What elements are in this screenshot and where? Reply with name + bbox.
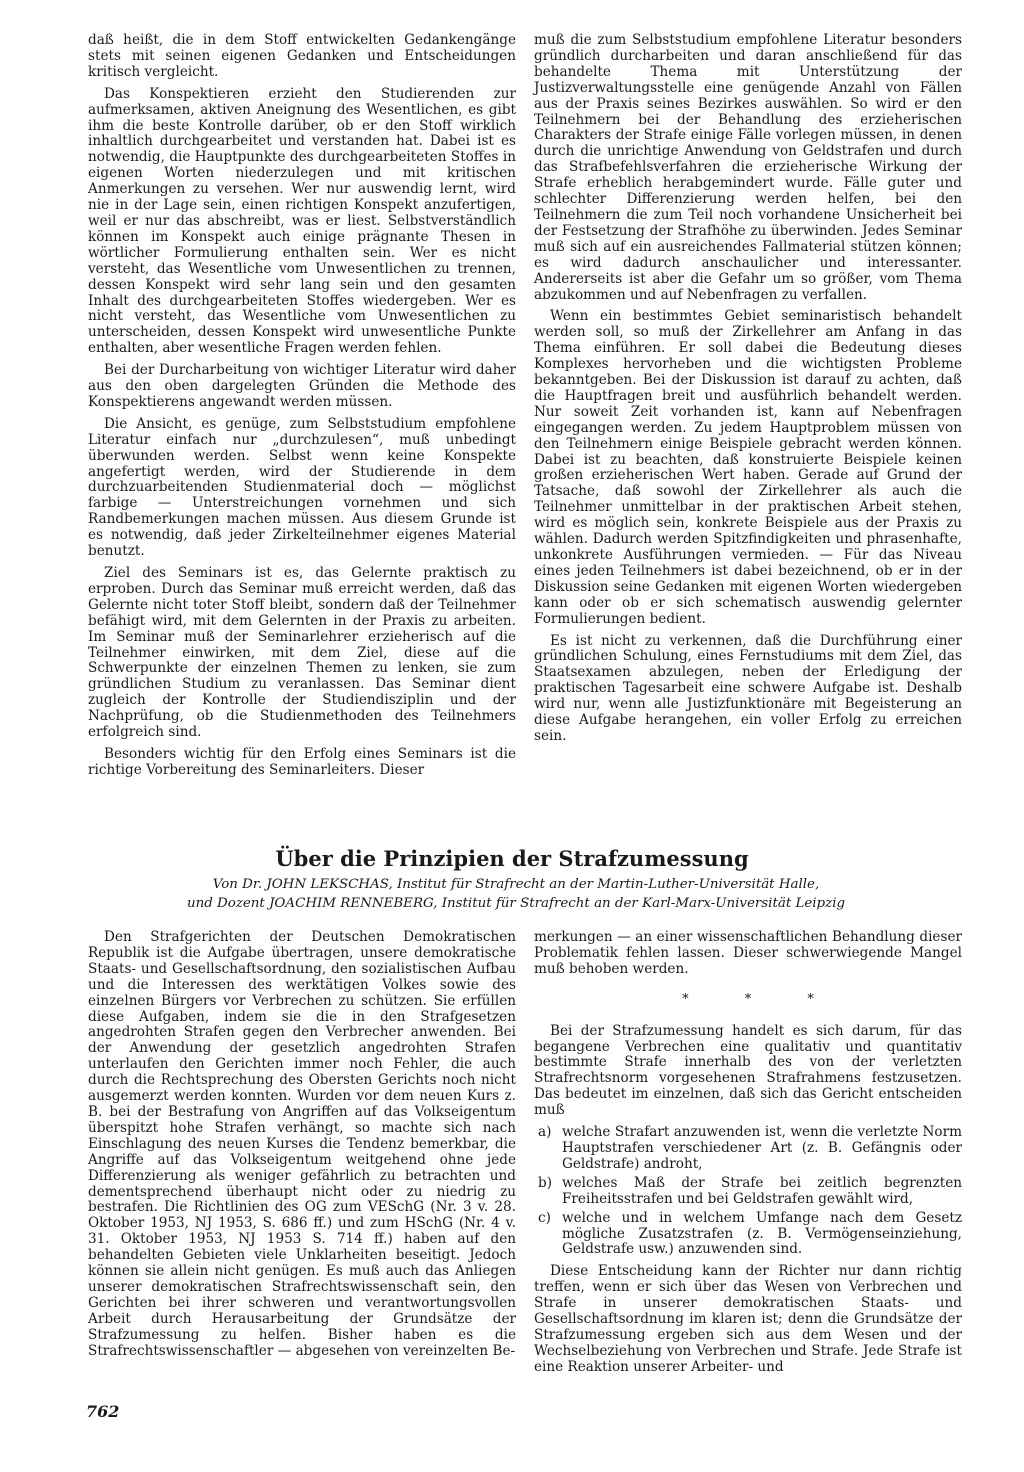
paragraph: Bei der Durcharbeitung von wichtiger Literatur wird daher aus den oben dargelegten Gründen die Methode des Konspektierens angewandt werden müssen.	[88, 362, 516, 410]
list-item-label: a)	[538, 1124, 552, 1141]
top-right-column	[534, 33, 962, 751]
paragraph: Diese Entscheidung kann der Richter nur dann richtig treffen, wenn er sich über das Wesen von Verbrechen und Strafe in unserer demokratischen Staats- und Gesellschaftsordnung im klaren ist; denn die Grundsätze der Strafzumessung ergeben sich aus dem Wesen und der Wechselbeziehung von Verbrechen und Strafe. Jede Strafe ist eine Reaktion unserer Arbeiter- und	[534, 1263, 962, 1375]
section-separator: * * *	[682, 991, 840, 1007]
bottom-right-column	[534, 930, 962, 1382]
paragraph: Wenn ein bestimmtes Gebiet seminaristisch behandelt werden soll, so muß der Zirkellehrer am Anfang in das Thema einführen. Er soll dabei die Bedeutung dieses Komplexes hervorheben und die wichtigsten Probleme bekanntgeben. Bei der Diskussion ist darauf zu achten, daß die Hauptfragen breit und ausführlich behandelt werden. Nur soweit Zeit vorhanden ist, kann auf Nebenfragen eingegangen werden. Zu jedem Hauptproblem müssen von den Teilnehmern einige Beispiele gebracht werden können. Dabei ist zu beachten, daß konstruierte Beispiele keinen großen erzieherischen Wert haben. Gerade auf Grund der Tatsache, daß sowohl der Zirkellehrer als auch die Teilnehmer unmittelbar in der praktischen Arbeit stehen, wird es möglich sein, konkrete Beispiele aus der Praxis zu wählen. Dadurch werden Spitzfindigkeiten und phrasenhafte, unkonkrete Ausführungen vermieden. — Für das Niveau eines jeden Teilnehmers ist dabei bezeichnend, ob er in der Diskussion seine Gedanken mit eigenen Worten wiedergeben kann oder ob er sich schematisch auswendig gelernter Formulierungen bedient.	[534, 308, 962, 627]
list-item-text: welche Strafart anzuwenden ist, wenn die verletzte Norm Hauptstrafen verschiedener Art (z. B. Gefängnis oder Geldstrafe) androht,	[562, 1124, 962, 1172]
paragraph: Bei der Strafzumessung handelt es sich darum, für das begangene Verbrechen eine qualitativ und quantitativ bestimmte Strafe innerhalb des von der verletzten Strafrechtsnorm vorgesehenen Strafrahmens festzusetzen. Das bedeutet im einzelnen, daß sich das Gericht entscheiden muß	[534, 1022, 962, 1119]
article-title: Über die Prinzipien der Strafzumessung	[275, 846, 749, 871]
top-left-column	[88, 33, 516, 785]
paragraph: Es ist nicht zu verkennen, daß die Durchführung einer gründlichen Schulung, eines Fernstudiums mit dem Ziel, das Staatsexamen abzulegen, neben der Erledigung der praktischen Tagesarbeit eine schwere Aufgabe ist. Deshalb wird nur, wenn alle Justizfunktionäre mit Begeisterung an diese Aufgabe herangehen, ein voller Erfolg zu erreichen sein.	[534, 632, 962, 744]
paragraph: Die Ansicht, es genüge, zum Selbststudium empfohlene Literatur einfach nur „durchzulesen“, muß unbedingt überwunden werden. Selbst wenn keine Konspekte angefertigt werden, wird der Studierende in dem durchzuarbeitenden Studienmaterial doch — möglichst farbige — Unterstreichungen vornehmen und sich Randbemerkungen machen müssen. Aus diesem Grunde ist es notwendig, daß jeder Zirkelteilnehmer eigenes Material benutzt.	[88, 415, 516, 560]
article-byline: Von Dr. JOHN LEKSCHAS, Institut für Strafrecht an der Martin-Luther-Universität Halle,	[212, 877, 820, 892]
paragraph: muß die zum Selbststudium empfohlene Literatur besonders gründlich durcharbeiten und daran anschließend für das behandelte Thema mit Unterstützung der Justizverwaltungsstelle eine genügende Anzahl von Fällen aus der Praxis seines Bezirkes auswählen. So wird er den Teilnehmern bei der Behandlung des erzieherischen Charakters der Strafe einige Fälle vorlegen müssen, in denen durch die unrichtige Anwendung von Geldstrafen und durch das Strafbefehlsverfahren die erzieherische Wirkung der Strafe erheblich herabgemindert wurde. Fälle guter und schlechter Differenzierung werden helfen, bei den Teilnehmern die zum Teil noch vorhandene Unsicherheit bei der Festsetzung der Strafhöhe zu überwinden. Jedes Seminar muß sich auf ein ausreichendes Fallmaterial stützen können; es wird dadurch anschaulicher und interessanter. Andererseits ist aber die Gefahr um so größer, vom Thema abzukommen und auf Nebenfragen zu verfallen.	[534, 32, 962, 303]
paragraph: Ziel des Seminars ist es, das Gelernte praktisch zu erproben. Durch das Seminar muß erreicht werden, daß das Gelernte nicht toter Stoff bleibt, sondern daß der Teilnehmer befähigt wird, mit dem Gelernten in der Praxis zu arbeiten. Im Seminar muß der Seminarlehrer erzieherisch auf die Teilnehmer einwirken, mit dem Ziel, diese auf die Schwerpunkte der einzelnen Themen zu lenken, sie zum gründlichen Studium zu veranlassen. Das Seminar dient zugleich der Kontrolle der Studiendisziplin und der Nachprüfung, ob die Studienmethoden des Teilnehmers erfolgreich sind.	[88, 565, 516, 741]
list-item	[534, 1125, 962, 1173]
enumerated-list	[534, 1125, 962, 1258]
list-item-text: welches Maß der Strafe bei zeitlich begrenzten Freiheitsstrafen und bei Geldstrafen gewählt wird,	[562, 1174, 962, 1207]
list-item	[534, 1211, 962, 1259]
paragraph: Den Strafgerichten der Deutschen Demokratischen Republik ist die Aufgabe übertragen, unsere demokratische Staats- und Gesellschaftsordnung, den sozialistischen Aufbau und die Interessen des werktätigen Volkes sowie des einzelnen Bürgers vor Verbrechen zu schützen. Sie erfüllen diese Aufgaben, indem sie die in den Strafgesetzen angedrohten Strafen gegen den Verbrecher anwenden. Bei der Anwendung der gesetzlich angedrohten Strafen unterlaufen den Gerichten immer noch Fehler, die auch durch die Rechtsprechung des Obersten Gerichts noch nicht ausgemerzt werden konnten. Wurden vor dem neuen Kurs z. B. bei der Bestrafung von Angriffen auf das Volkseigentum überspitzt hohe Strafen verhängt, so machte sich nach Einschlagung des neuen Kurses die Tendenz bemerkbar, die Angriffe auf das Volkseigentum weitgehend ohne jede Differenzierung als weniger gefährlich zu betrachten und dementsprechend überhaupt nicht oder zu niedrig zu bestrafen. Die Richtlinien des OG zum VESchG (Nr. 3 v. 28. Oktober 1953, NJ 1953, S. 686 ff.) und zum HSchG (Nr. 4 v. 31. Oktober 1953, NJ 1953 S. 714 ff.) haben auf den behandelten Gebieten viele Unklarheiten beseitigt. Jedoch können sie allein nicht genügen. Es muß auch das Anliegen unserer demokratischen Strafrechtswissenschaft sein, den Gerichten bei ihrer schweren und verantwortungsvollen Arbeit durch Herausarbeitung der Grundsätze der Strafzumessung zu helfen. Bisher haben es die Strafrechtswissenschaftler — abgesehen von vereinzelten Be-	[88, 929, 516, 1359]
paragraph: daß heißt, die in dem Stoff entwickelten Gedankengänge stets mit seinen eigenen Gedanken und Entscheidungen kritisch vergleicht.	[88, 32, 516, 80]
list-item-label: c)	[538, 1209, 551, 1226]
page-number: 762	[86, 1402, 120, 1421]
list-item-text: welche und in welchem Umfange nach dem Gesetz mögliche Zusatzstrafen (z. B. Vermögenseinziehung, Geldstrafe usw.) anzuwenden sind.	[562, 1209, 962, 1258]
paragraph: Das Konspektieren erzieht den Studierenden zur aufmerksamen, aktiven Aneignung des Wesentlichen, es gibt ihm die beste Kontrolle darüber, ob er den Stoff wirklich inhaltlich durchgearbeitet und verstanden hat. Dabei ist es notwendig, die Hauptpunkte des durchgearbeiteten Stoffes in eigenen Worten niederzulegen und mit kritischen Anmerkungen zu versehen. Wer nur auswendig lernt, wird nie in der Lage sein, einen richtigen Konspekt anzufertigen, weil er nur das abschreibt, was er liest. Selbstverständlich können im Konspekt auch einige prägnante Thesen in wörtlicher Formulierung enthalten sein. Wer es nicht versteht, das Wesentliche vom Unwesentlichen zu trennen, dessen Konspekt wird sehr lang sein und den gesamten Inhalt des durchgearbeiteten Stoffes wiedergeben. Wer es nicht versteht, das Wesentliche vom Unwesentlichen zu unterscheiden, dessen Konspekt wird unwesentliche Punkte enthalten, aber wesentliche Fragen werden fehlen.	[88, 85, 516, 357]
article-byline: und Dozent JOACHIM RENNEBERG, Institut für Strafrecht an der Karl-Marx-Universität Leipzig	[186, 896, 846, 911]
list-item-label: b)	[538, 1174, 553, 1191]
list-item	[534, 1176, 962, 1208]
paragraph: merkungen — an einer wissenschaftlichen Behandlung dieser Problematik fehlen lassen. Dieser schwerwiegende Mangel muß behoben werden.	[534, 929, 962, 977]
bottom-left-column	[88, 930, 516, 1365]
paragraph: Besonders wichtig für den Erfolg eines Seminars ist die richtige Vorbereitung des Seminarleiters. Dieser	[88, 745, 516, 778]
